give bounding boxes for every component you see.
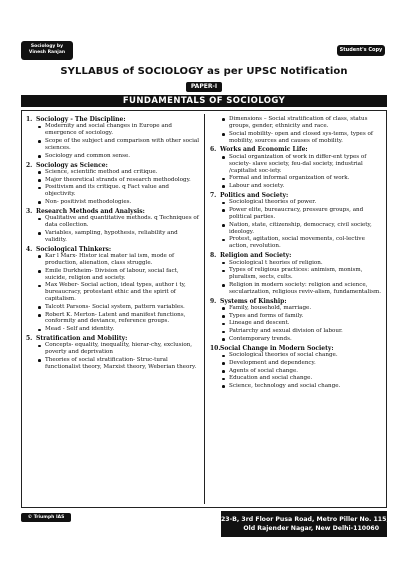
topic-list bbox=[26, 169, 200, 206]
section-number: 9. bbox=[210, 297, 217, 305]
section-title: Sociology - The Discipline: bbox=[36, 116, 126, 123]
section-title: Research Methods and Analysis: bbox=[36, 207, 145, 215]
topic-list bbox=[210, 260, 385, 296]
topic-item: Formal and informal organization of work. bbox=[222, 175, 385, 182]
topic-item: Science, technology and social change. bbox=[222, 383, 385, 390]
page-title: SYLLABUS of SOCIOLOGY as per UPSC Notification bbox=[60, 66, 348, 77]
topic-item: Nation, state, citizenship, democracy, civil society, ideology. bbox=[222, 222, 385, 236]
section-title: Sociology as Science: bbox=[36, 161, 108, 169]
syllabus-section bbox=[210, 116, 385, 144]
section-heading bbox=[26, 116, 200, 123]
topic-item: Agents of social change. bbox=[222, 368, 385, 375]
section-number: 5. bbox=[26, 335, 33, 343]
topic-item: Modernity and social changes in Europe and emergence of sociology. bbox=[38, 123, 200, 137]
topic-item: Robert K. Merton- Latent and manifest functions, conformity and deviance, reference groups. bbox=[38, 312, 200, 326]
syllabus-section bbox=[26, 208, 200, 244]
left-column bbox=[26, 116, 200, 373]
topic-item: Sociology and common sense. bbox=[38, 153, 200, 160]
author-badge-line1: Sociology by bbox=[30, 44, 64, 49]
section-title: Social Change in Modern Society: bbox=[220, 344, 334, 352]
topic-item: Theories of social stratification- Struc-tural functionalist theory, Marxist theory, Weberian theory. bbox=[38, 357, 200, 371]
section-title: Stratification and Mobility: bbox=[36, 335, 128, 343]
topic-item: Types and forms of family. bbox=[222, 313, 385, 320]
topic-list bbox=[210, 154, 385, 190]
section-title: Sociological Thinkers: bbox=[36, 245, 112, 253]
topic-item: Lineage and descent. bbox=[222, 320, 385, 327]
topic-item: Science, scientific method and critique. bbox=[38, 169, 200, 176]
topic-item: Max Weber- Social action, ideal types, author i ty, bureaucracy, protestant ethic and the spirit of capitalism. bbox=[38, 282, 200, 303]
section-title: Politics and Society: bbox=[220, 191, 289, 199]
topic-item: Family, household, marriage. bbox=[222, 305, 385, 312]
right-column bbox=[210, 116, 385, 392]
topic-item: Emile Durkheim- Division of labour, social fact, suicide, religion and society. bbox=[38, 268, 200, 282]
student-copy-badge: Student's Copy bbox=[337, 45, 385, 56]
topic-item: Types of religious practices: animism, monism, pluralism, sects, cults. bbox=[222, 267, 385, 281]
topic-list bbox=[210, 305, 385, 343]
section-number: 7. bbox=[210, 191, 217, 199]
section-heading bbox=[26, 335, 200, 342]
section-heading bbox=[26, 246, 200, 253]
topic-list bbox=[210, 199, 385, 250]
topic-item: Positivism and its critique. q Fact value and objectivity. bbox=[38, 184, 200, 198]
topic-item: Qualitative and quantitative methods. q Techniques of data collection. bbox=[38, 215, 200, 229]
section-heading bbox=[210, 298, 385, 305]
section-banner: FUNDAMENTALS OF SOCIOLOGY bbox=[21, 95, 387, 107]
syllabus-section bbox=[210, 146, 385, 190]
topic-item: Dimensions – Social stratification of class, status groups, gender, ethnicity and race. bbox=[222, 116, 385, 130]
syllabus-section bbox=[210, 298, 385, 343]
section-number: 4. bbox=[26, 245, 33, 253]
publisher-logo: © Triumph IAS bbox=[21, 513, 71, 522]
syllabus-section bbox=[26, 335, 200, 371]
topic-list bbox=[26, 123, 200, 159]
topic-item: Major theoretical strands of research methodology. bbox=[38, 177, 200, 184]
topic-item: Sociological t heories of religion. bbox=[222, 260, 385, 267]
section-number: 1. bbox=[26, 116, 33, 123]
topic-item: Religion in modern society: religion and science, secularization, religious reviv-alism, fundamentalism. bbox=[222, 282, 385, 296]
syllabus-section bbox=[26, 162, 200, 206]
topic-item: Patriarchy and sexual division of labour. bbox=[222, 328, 385, 335]
syllabus-section bbox=[210, 192, 385, 250]
topic-item: Contemporary trends. bbox=[222, 336, 385, 343]
topic-list bbox=[26, 342, 200, 370]
author-badge bbox=[21, 41, 73, 60]
topic-item: Development and dependency. bbox=[222, 360, 385, 367]
topic-list bbox=[210, 352, 385, 390]
topic-item: Sociological theories of power. bbox=[222, 199, 385, 206]
topic-item: Mead - Self and identity. bbox=[38, 326, 200, 333]
syllabus-section bbox=[210, 252, 385, 296]
section-title: Systems of Kinship: bbox=[220, 297, 287, 305]
column-divider bbox=[204, 114, 205, 504]
topic-item: Power elite, bureaucracy, pressure groups, and political parties. bbox=[222, 207, 385, 221]
section-number: 2. bbox=[26, 161, 33, 169]
topic-item: Sociological theories of social change. bbox=[222, 352, 385, 359]
topic-item: Social mobility- open and closed sys-tems, types of mobility, sources and causes of mobility. bbox=[222, 131, 385, 145]
syllabus-section bbox=[26, 246, 200, 333]
topic-item: Labour and society. bbox=[222, 183, 385, 190]
topic-item: Concepts- equality, inequality, hierar-chy, exclusion, poverty and deprivation bbox=[38, 342, 200, 356]
syllabus-section bbox=[210, 345, 385, 390]
paper-label: PAPER-I bbox=[186, 82, 222, 92]
section-heading bbox=[210, 345, 385, 352]
topic-list bbox=[210, 116, 385, 144]
section-title: Religion and Society: bbox=[220, 252, 292, 260]
syllabus-section bbox=[26, 116, 200, 160]
topic-item: Kar l Marx- Histor ical mater ial ism, mode of production, alienation, class struggle. bbox=[38, 253, 200, 267]
section-number: 6. bbox=[210, 146, 217, 154]
section-heading bbox=[210, 146, 385, 153]
topic-item: Variables, sampling, hypothesis, reliability and validity. bbox=[38, 230, 200, 244]
section-number: 10. bbox=[210, 344, 221, 352]
section-title: Works and Economic Life: bbox=[220, 146, 308, 154]
topic-list bbox=[26, 253, 200, 333]
section-heading bbox=[210, 252, 385, 259]
topic-item: Scope of the subject and comparison with other social sciences. bbox=[38, 138, 200, 152]
section-heading bbox=[26, 208, 200, 215]
section-number: 8. bbox=[210, 252, 217, 260]
section-heading bbox=[210, 192, 385, 199]
address-line-2: Old Rajender Nagar, New Delhi-110060 bbox=[243, 525, 379, 532]
topic-item: Social organization of work in differ-ent types of society- slave society, feu-dal society, industrial /capitalist soc-iety. bbox=[222, 154, 385, 175]
address-box bbox=[221, 511, 387, 537]
author-badge-line2: Vinesh Ranjan bbox=[28, 50, 66, 55]
topic-item: Education and social change. bbox=[222, 375, 385, 382]
topic-item: Non- positivist methodologies. bbox=[38, 199, 200, 206]
topic-list bbox=[26, 215, 200, 243]
section-number: 3. bbox=[26, 207, 33, 215]
topic-item: Talcott Parsons- Social system, pattern variables. bbox=[38, 304, 200, 311]
section-heading bbox=[26, 162, 200, 169]
address-line-1: 23-B, 3rd Floor Pusa Road, Metro Piller No. 115, bbox=[221, 516, 389, 523]
topic-item: Protest, agitation, social movements, col-lective action, revolution. bbox=[222, 236, 385, 250]
